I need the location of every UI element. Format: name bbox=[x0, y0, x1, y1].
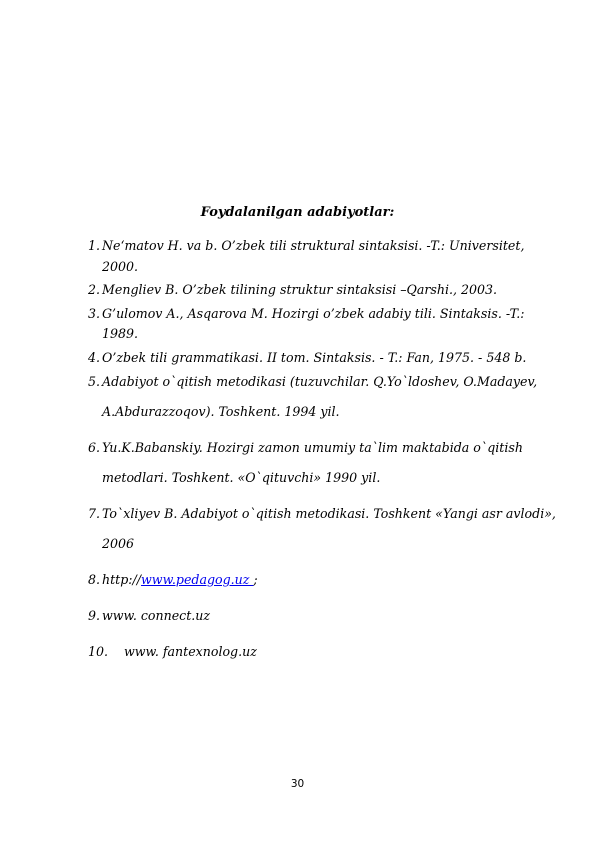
reference-text: Mengliev B. O’zbek tilining struktur sintaksisi –Qarshi., 2003. bbox=[102, 282, 498, 297]
reference-item bbox=[88, 280, 558, 301]
reference-text: www. fantexnolog.uz bbox=[124, 644, 257, 659]
reference-text bbox=[102, 572, 258, 587]
references-heading: Foydalanilgan adabiyotlar: bbox=[200, 205, 395, 220]
reference-item bbox=[88, 304, 558, 345]
reference-text: www. connect.uz bbox=[102, 608, 211, 623]
reference-number: 4. bbox=[88, 349, 101, 365]
reference-text: G’ulomov A., Asqarova M. Hozirgi o’zbek adabiy tili. Sintaksis. -T.: 1989. bbox=[102, 305, 525, 341]
reference-number: 3. bbox=[88, 305, 101, 321]
reference-text: To`xliyev B. Adabiyot o`qitish metodikasi. Toshkent «Yangi asr avlodi», 2006 bbox=[102, 506, 556, 551]
link-suffix: ; bbox=[253, 572, 258, 587]
reference-item bbox=[88, 433, 558, 493]
link-prefix: http:// bbox=[102, 572, 142, 587]
reference-item bbox=[88, 637, 558, 667]
reference-number: 7. bbox=[88, 506, 101, 521]
reference-text: O’zbek tili grammatikasi. II tom. Sintaksis. - T.: Fan, 1975. - 548 b. bbox=[102, 349, 527, 365]
reference-number: 10. bbox=[88, 644, 109, 659]
reference-item bbox=[88, 565, 558, 595]
reference-number: 1. bbox=[88, 238, 101, 253]
reference-item bbox=[88, 499, 558, 559]
reference-text: Ne‘matov H. va b. O’zbek tili struktural sintaksisi. -T.: Universitet, 2000. bbox=[102, 238, 525, 274]
reference-number: 5. bbox=[88, 374, 101, 389]
reference-number: 9. bbox=[88, 608, 101, 623]
pedagog-link[interactable]: www.pedagog.uz bbox=[141, 572, 254, 587]
reference-number: 2. bbox=[88, 282, 101, 297]
reference-item bbox=[88, 601, 558, 631]
reference-text: Adabiyot o`qitish metodikasi (tuzuvchilar. Q.Yo`ldoshev, O.Madayev, A.Abdurazzoqov). Toshkent. 1994 yil. bbox=[102, 374, 538, 419]
page-number: 30 bbox=[290, 778, 305, 790]
reference-number: 8. bbox=[88, 572, 101, 587]
reference-item bbox=[88, 367, 558, 427]
reference-number: 6. bbox=[88, 440, 101, 455]
reference-item bbox=[88, 236, 558, 277]
reference-item bbox=[88, 348, 558, 369]
reference-text: Yu.K.Babanskiy. Hozirgi zamon umumiy ta`lim maktabida o`qitish metodlari. Toshkent. «O`qituvchi» 1990 yil. bbox=[102, 440, 523, 485]
references-list bbox=[88, 236, 558, 667]
